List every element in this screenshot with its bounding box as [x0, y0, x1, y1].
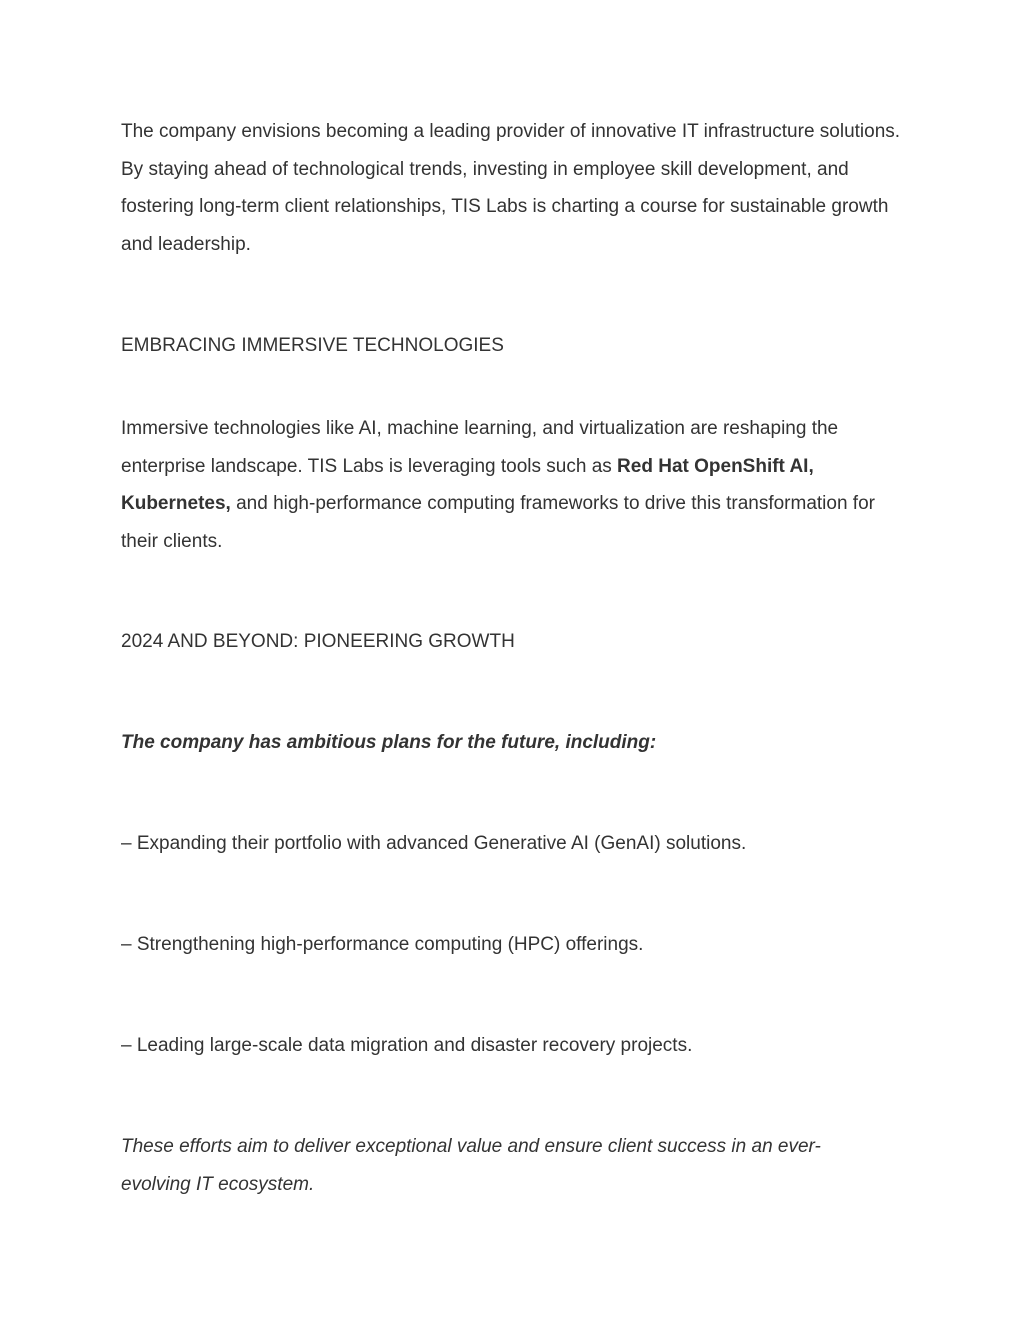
immersive-heading: EMBRACING IMMERSIVE TECHNOLOGIES	[121, 335, 504, 356]
vision-paragraph: The company envisions becoming a leading provider of innovative IT infrastructure solutions. By staying ahead of technological trends, investing in employee skill development, and fostering long-term client relationships, TIS Labs is charting a course for sustainable growth and leadership.	[121, 121, 901, 255]
immersive-paragraph	[121, 410, 911, 560]
closing-paragraph: These efforts aim to deliver exceptional value and ensure client success in an ever-evolving IT ecosystem.	[121, 1136, 821, 1195]
immersive-text-after: and high-performance computing frameworks to drive this transformation for their clients.	[121, 493, 875, 552]
immersive-bold-tools: Red Hat OpenShift AI, Kubernetes,	[121, 455, 814, 514]
growth-intro: The company has ambitious plans for the future, including:	[121, 732, 657, 753]
list-item: – Expanding their portfolio with advanced Generative AI (GenAI) solutions.	[121, 833, 747, 854]
growth-heading: 2024 AND BEYOND: PIONEERING GROWTH	[121, 631, 515, 652]
list-item: – Leading large-scale data migration and disaster recovery projects.	[121, 1035, 693, 1056]
list-item: – Strengthening high-performance computing (HPC) offerings.	[121, 934, 644, 955]
immersive-text-before: Immersive technologies like AI, machine learning, and virtualization are reshaping the enterprise landscape. TIS Labs is leveraging tools such as	[121, 418, 839, 477]
